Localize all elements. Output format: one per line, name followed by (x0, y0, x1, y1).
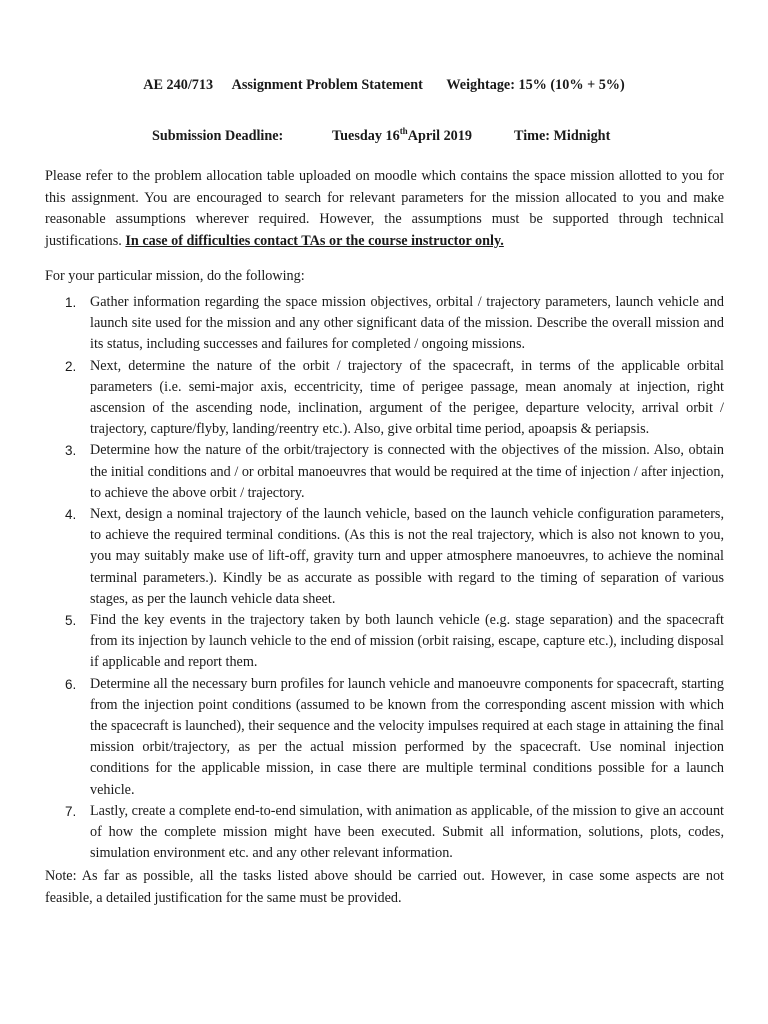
closing-note: Note: As far as possible, all the tasks listed above should be carried out. However, in case some aspects are not feasible, a detailed justification for the same must be provided. (45, 868, 724, 906)
task-number: 5. (65, 613, 77, 629)
task-text: Gather information regarding the space mission objectives, orbital / trajectory parameters, launch vehicle and launch site used for the mission and any other significant data of the mission. Describe the overall mission and its status, including successes and failures for completed / ongoing missions. (90, 294, 724, 353)
intro-contact-emphasis: In case of difficulties contact TAs or the course instructor only. (125, 232, 504, 249)
deadline-date (332, 128, 514, 145)
list-item (45, 440, 724, 504)
intro-text: Please refer to the problem allocation table uploaded on moodle which contains the space mission allotted to you for this assignment. You are encouraged to search for relevant parameters for the mission allocated to you and make reasonable assumptions wherever required. However, the assumptions must be supported through technical justifications. (45, 168, 724, 249)
list-item (45, 292, 724, 356)
task-text: Next, determine the nature of the orbit / trajectory of the spacecraft, in terms of the applicable orbital parameters (i.e. semi-major axis, eccentricity, time of perigee passage, mean anomaly at injection, right ascension of the ascending node, inclination, argument of the perigee, departure velocity, arrival orbit / trajectory, capture/flyby, landing/reentry etc.). Also, give orbital time period, apoapsis & periapsis. (90, 357, 724, 438)
list-item (45, 504, 724, 610)
submission-deadline (152, 128, 610, 145)
deadline-label: Submission Deadline: (152, 128, 284, 144)
task-text: Next, design a nominal trajectory of the launch vehicle, based on the launch vehicle configuration parameters, to achieve the required terminal conditions. (As this is not the real trajectory, which is also not known to you, you may suitably make use of lift-off, gravity turn and upper atmosphere manoeuvres, to achieve the nominal terminal parameters.). Kindly be as accurate as possible with regard to the timing of separation of various stages, as per the launch vehicle data sheet. (90, 506, 724, 607)
task-list (45, 292, 724, 864)
deadline-date-ordinal: th (399, 126, 408, 136)
deadline-date-day: Tuesday 16 (332, 128, 400, 144)
list-item (45, 356, 724, 441)
deadline-date-month-year: April 2019 (407, 128, 472, 144)
task-number: 4. (65, 507, 77, 523)
task-text: Find the key events in the trajectory taken by both launch vehicle (e.g. stage separation) and the spacecraft from its injection by launch vehicle to the end of mission (orbit raising, escape, capture etc.), including disposal if applicable and report them. (90, 612, 724, 671)
document-title: Assignment Problem Statement (231, 77, 423, 93)
list-item (45, 610, 724, 674)
task-text: Lastly, create a complete end-to-end simulation, with animation as applicable, of the mission to give an account of how the complete mission might have been executed. Submit all information, solutions, plots, codes, simulation environment etc. and any other relevant information. (90, 802, 724, 862)
weightage: Weightage: 15% (10% + 5%) (446, 77, 625, 93)
list-item (45, 674, 724, 801)
task-text: Determine all the necessary burn profiles for launch vehicle and manoeuvre components for spacecraft, starting from the injection point conditions (assumed to be known from the corresponding ascent mission with which the spacecraft is launched), their sequence and the velocity impulses required at each stage in attaining the final mission orbit/trajectory, as per the actual mission performed by the spacecraft. Use nominal injection conditions for the applicable mission, in case there are multiple terminal conditions possible for a launch vehicle. (90, 675, 724, 798)
task-text: Determine how the nature of the orbit/trajectory is connected with the objectives of the mission. Also, obtain the initial conditions and / or orbital manoeuvres that would be required at the time of injection / after injection, to achieve the above orbit / trajectory. (90, 442, 724, 501)
document-header (0, 77, 768, 94)
task-number: 1. (65, 295, 77, 310)
deadline-time: Time: Midnight (514, 128, 611, 144)
task-lead-in: For your particular mission, do the following: (45, 268, 305, 284)
course-code: AE 240/713 (143, 77, 214, 93)
task-number: 6. (65, 676, 77, 692)
task-number: 7. (65, 803, 77, 819)
task-number: 3. (65, 443, 77, 459)
list-item (45, 801, 724, 865)
intro-paragraph (45, 166, 724, 252)
task-number: 2. (65, 358, 77, 374)
